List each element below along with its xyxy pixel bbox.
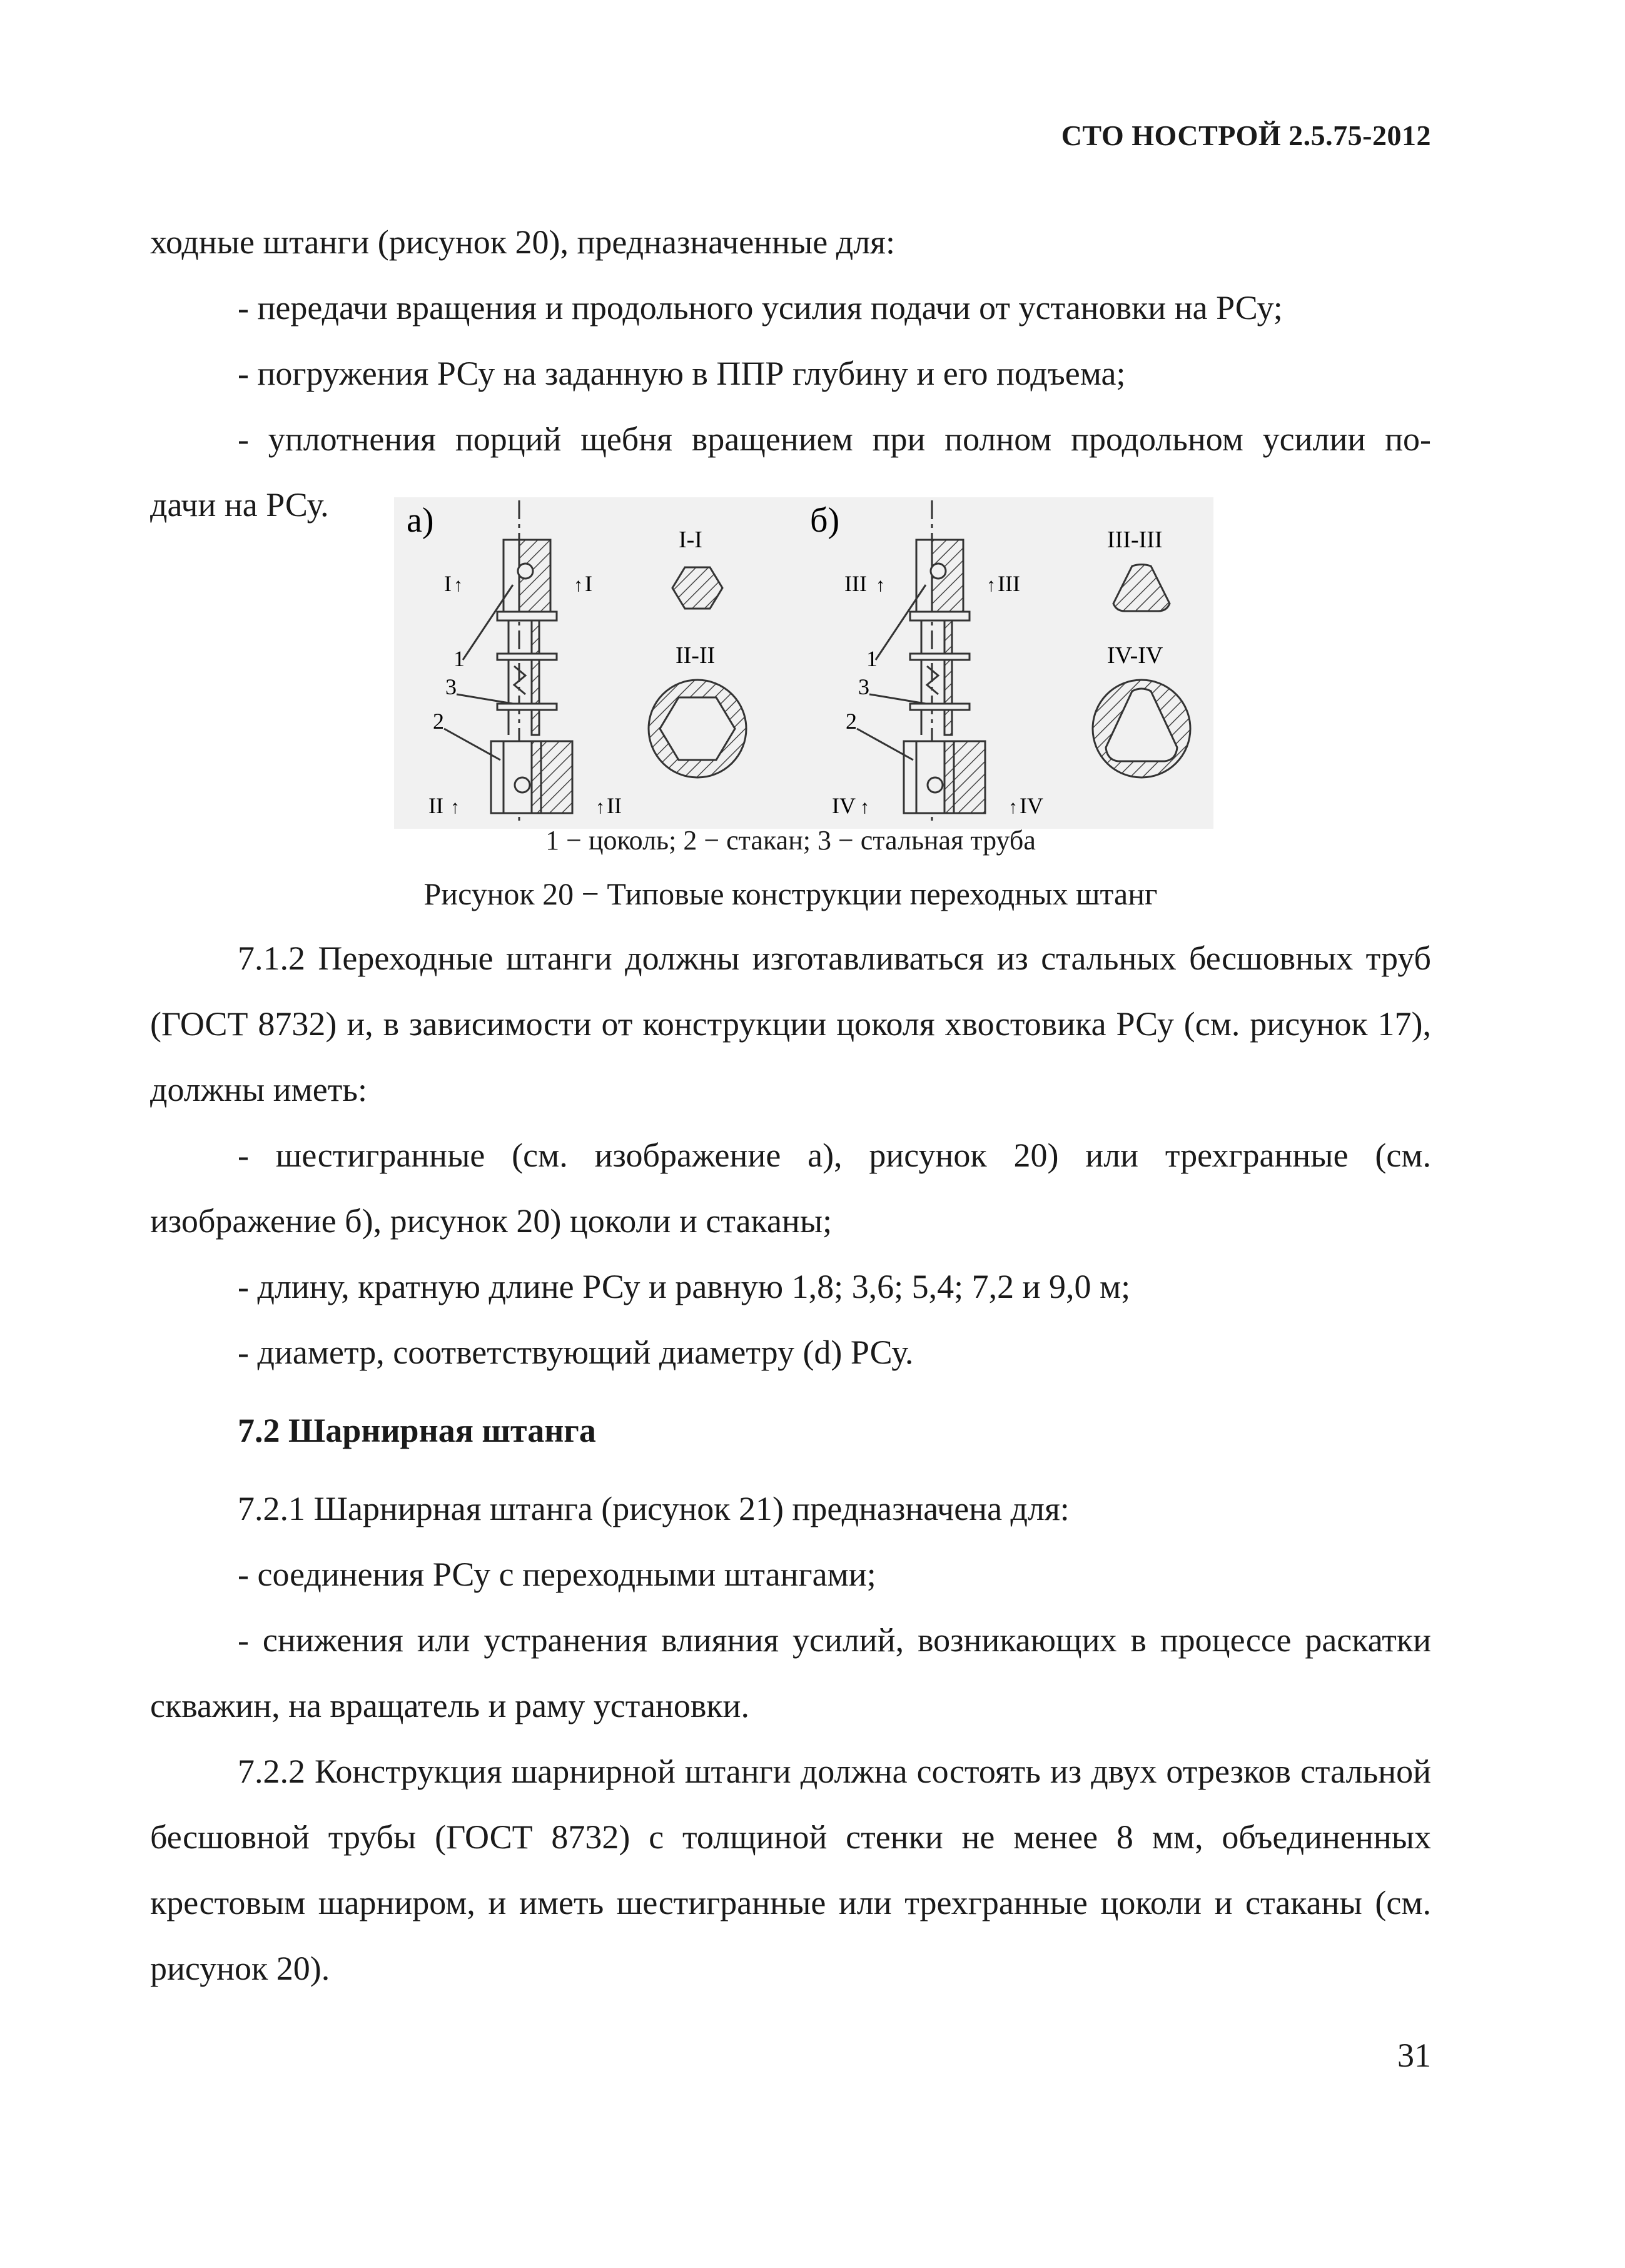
section-mark-I-left: I: [444, 571, 452, 596]
variant-b-label: б): [810, 501, 840, 540]
section-title-III-III: III-III: [1107, 527, 1163, 553]
figure-20: [394, 497, 1213, 829]
section-title-IV-IV: IV-IV: [1107, 642, 1163, 669]
hex-section-I-I: [672, 567, 722, 609]
list-item: - снижения или устранения влияния усилий, возникающих в процессе раскатки скважин, на вращатель и раму установки.: [150, 1621, 1431, 1724]
callout-3-a: 3: [445, 674, 457, 699]
section-mark-III-right: III: [998, 571, 1020, 596]
tri-section-III-III: [1113, 565, 1170, 612]
section-mark-II-right: II: [607, 793, 622, 818]
section-mark-IV-right: IV: [1020, 793, 1043, 818]
arrow-up-icon: ↑: [860, 797, 869, 818]
list-item: - длину, кратную длине РСу и равную 1,8; 3,6; 5,4; 7,2 и 9,0 м;: [238, 1268, 1131, 1305]
callout-1-a: 1: [453, 646, 465, 671]
document-header: СТО НОСТРОЙ 2.5.75-2012: [1061, 119, 1431, 151]
section-mark-I-right: I: [585, 571, 592, 596]
figure-caption: Рисунок 20 − Типовые конструкции переходных штанг: [423, 876, 1158, 911]
figure-20-drawing: [394, 497, 1213, 829]
section-mark-III-left: III: [844, 571, 867, 596]
section-title-II-II: II-II: [676, 642, 716, 669]
arrow-up-icon: ↑: [876, 575, 885, 595]
paragraph-7-2-2: 7.2.2 Конструкция шарнирной штанги должна состоять из двух отрезков стальной бесшовной трубы (ГОСТ 8732) с толщиной стенки не менее 8 мм, объединенных крестовым шарниром, и иметь шестигранные или трехгранные цоколи и стаканы (см. рисунок 20).: [150, 1753, 1431, 1987]
arrow-up-icon: ↑: [986, 575, 996, 595]
list-item: - шестигранные (см. изображение а), рисунок 20) или трехгранные (см. изображение б), рисунок 20) цоколи и стаканы;: [150, 1137, 1431, 1240]
callout-2-b: 2: [846, 709, 857, 734]
page-number: 31: [1397, 2037, 1431, 2074]
section-title-I-I: I-I: [679, 527, 702, 553]
arrow-up-icon: ↑: [453, 575, 463, 595]
figure-legend: 1 − цоколь; 2 − стакан; 3 − стальная труба: [545, 825, 1036, 856]
section-mark-II-left: II: [428, 793, 443, 818]
arrow-up-icon: ↑: [450, 797, 460, 818]
list-item: - диаметр, соответствующий диаметру (d) РСу.: [238, 1334, 914, 1371]
callout-3-b: 3: [858, 674, 869, 699]
callout-2-a: 2: [433, 709, 444, 734]
arrow-up-icon: ↑: [1008, 797, 1018, 818]
list-item: - соединения РСу с переходными штангами;: [238, 1556, 876, 1593]
list-item: - погружения РСу на заданную в ППР глубину и его подъема;: [238, 355, 1126, 392]
callout-1-b: 1: [866, 646, 878, 671]
section-heading-7-2: 7.2 Шарнирная штанга: [238, 1412, 596, 1449]
main-text-block: [150, 926, 1431, 2002]
list-item: - уплотнения порций щебня вращением при полном продольном усилии по-: [238, 420, 1431, 458]
arrow-up-icon: ↑: [574, 575, 583, 595]
list-item: - передачи вращения и продольного усилия подачи от установки на РСу;: [238, 289, 1283, 327]
paragraph-7-2-1: 7.2.1 Шарнирная штанга (рисунок 21) предназначена для:: [238, 1490, 1070, 1527]
top-text-block: [150, 210, 1431, 538]
arrow-up-icon: ↑: [595, 797, 605, 818]
paragraph-7-1-2: 7.1.2 Переходные штанги должны изготавливаться из стальных бесшовных труб (ГОСТ 8732) и, в зависимости от конструкции цоколя хвостовика РСу (см. рисунок 17), должны иметь:: [150, 939, 1431, 1108]
paragraph: ходные штанги (рисунок 20), предназначенные для:: [150, 223, 895, 261]
section-mark-IV-left: IV: [832, 793, 856, 818]
list-item-continuation: дачи на РСу.: [150, 486, 329, 524]
variant-a-label: а): [407, 501, 434, 540]
